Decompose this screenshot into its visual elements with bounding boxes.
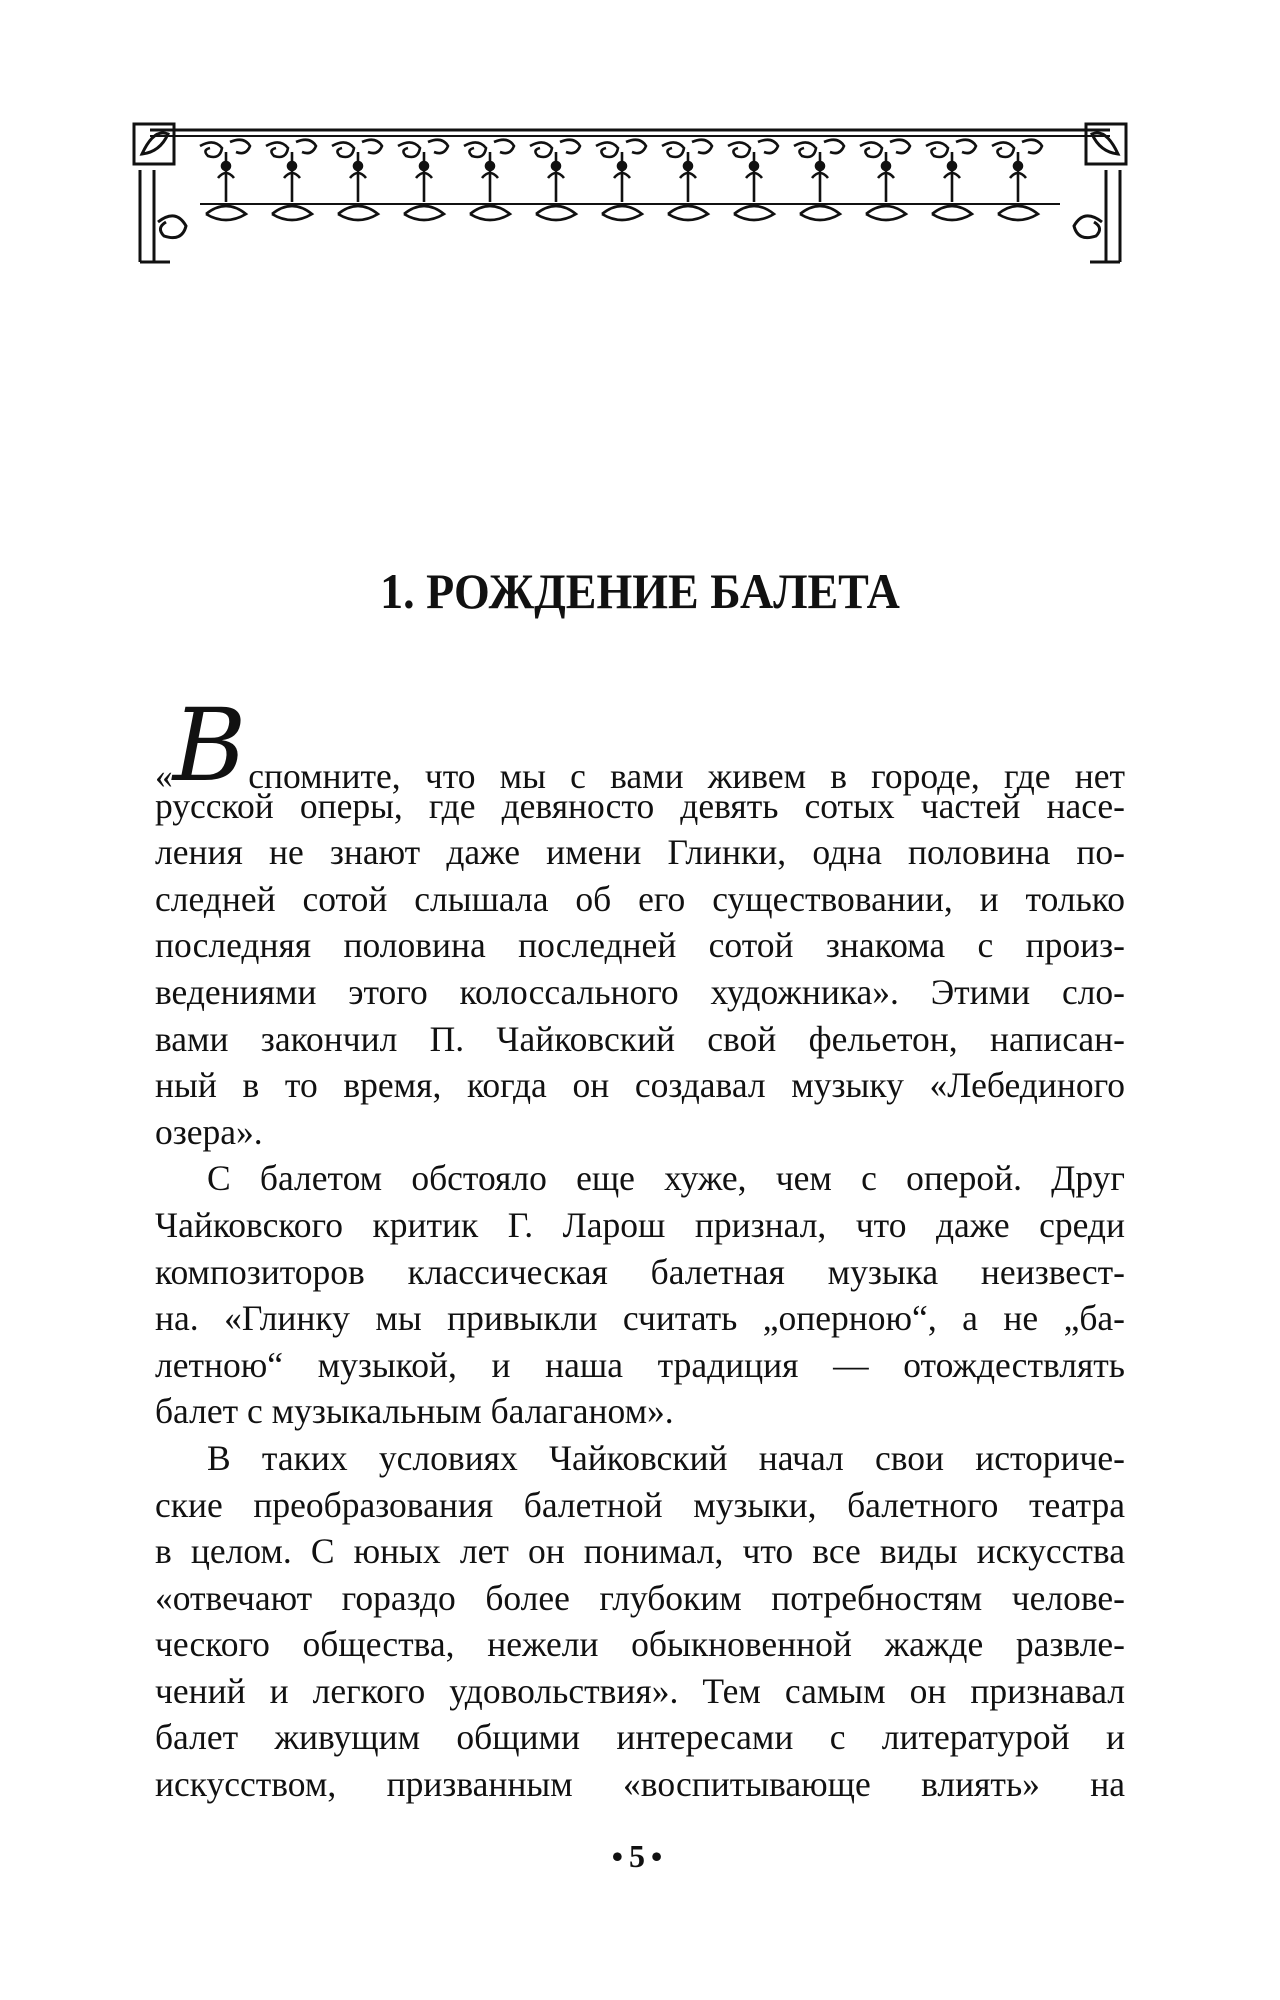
text-line: балет живущим общими интересами с литературой и — [155, 1717, 1125, 1758]
ornament-dot — [288, 162, 296, 170]
ornament-dot — [222, 162, 230, 170]
text-line: ный в то время, когда он создавал музыку «Лебединого — [155, 1065, 1125, 1106]
ornament-dot — [486, 162, 494, 170]
text-line: композиторов классическая балетная музыка неизвест- — [155, 1251, 1125, 1292]
text-line: ские преобразования балетной музыки, балетного театра — [155, 1484, 1125, 1525]
text-line: последняя половина последней сотой знакома с произ- — [155, 925, 1125, 966]
ornament-dot — [552, 162, 560, 170]
ornament-motif — [662, 140, 712, 220]
ornament-motif — [200, 140, 250, 220]
ornament-dot — [420, 162, 428, 170]
text-line: искусством, призванным «воспитывающе влиять» на — [155, 1764, 1125, 1805]
text-line: ческого общества, нежели обыкновенной жажде развле- — [155, 1624, 1125, 1665]
text-line: В таких условиях Чайковский начал свои историче- — [207, 1437, 1125, 1478]
text-line: балет с музыкальным балаганом». — [155, 1391, 674, 1432]
text-line: русской оперы, где девяносто девять сотых частей насе- — [155, 785, 1125, 826]
ornament-dot — [618, 162, 626, 170]
decorative-header-ornament — [130, 122, 1130, 270]
ornament-motif — [332, 140, 382, 220]
text-line: в целом. С юных лет он понимал, что все виды искусства — [155, 1531, 1125, 1572]
ornament-dot — [882, 162, 890, 170]
ornament-motif — [992, 140, 1042, 220]
page-number: •5• — [611, 1838, 669, 1874]
text-line: С балетом обстояло еще хуже, чем с оперой. Друг — [207, 1158, 1125, 1199]
body-text — [155, 687, 1125, 1808]
ornament-dot — [816, 162, 824, 170]
ornament-motif — [926, 140, 976, 220]
text-line: озера». — [155, 1111, 263, 1152]
ornament-motif — [398, 140, 448, 220]
ornament-dot — [684, 162, 692, 170]
ornament-dot — [1014, 162, 1022, 170]
ornament-motif — [728, 140, 778, 220]
ornament-dot — [948, 162, 956, 170]
text-line: ления не знают даже имени Глинки, одна половина по- — [155, 832, 1125, 873]
ornament-motif — [596, 140, 646, 220]
drop-cap: В — [172, 687, 247, 804]
ornament-motif — [794, 140, 844, 220]
text-line: ведениями этого колоссального художника». Этими сло- — [155, 971, 1125, 1012]
ornament-dot — [354, 162, 362, 170]
ornament-dot — [750, 162, 758, 170]
chapter-title: 1. РОЖДЕНИЕ БАЛЕТА — [380, 563, 900, 619]
ornament-motif — [530, 140, 580, 220]
ornament-motif — [266, 140, 316, 220]
ornament-motif — [860, 140, 910, 220]
text-line: на. «Глинку мы привыкли считать „оперною“, а не „ба- — [155, 1298, 1125, 1339]
text-line: вами закончил П. Чайковский свой фельетон, написан- — [155, 1018, 1125, 1059]
text-line: чений и легкого удовольствия». Тем самым он признавал — [155, 1670, 1125, 1711]
text-line: Чайковского критик Г. Ларош признал, что даже среди — [155, 1204, 1125, 1245]
text-line: «Вспомните, что мы с вами живем в городе, где нет — [155, 687, 1125, 804]
text-line: «отвечают гораздо более глубоким потребностям челове- — [155, 1577, 1125, 1618]
text-line: следней сотой слышала об его существовании, и только — [155, 878, 1125, 919]
ornament-motif — [464, 140, 514, 220]
text-line-rest: спомните, что мы с вами живем в городе, где нет — [248, 756, 1125, 796]
text-line: летною“ музыкой, и наша традиция — отождествлять — [155, 1344, 1125, 1385]
